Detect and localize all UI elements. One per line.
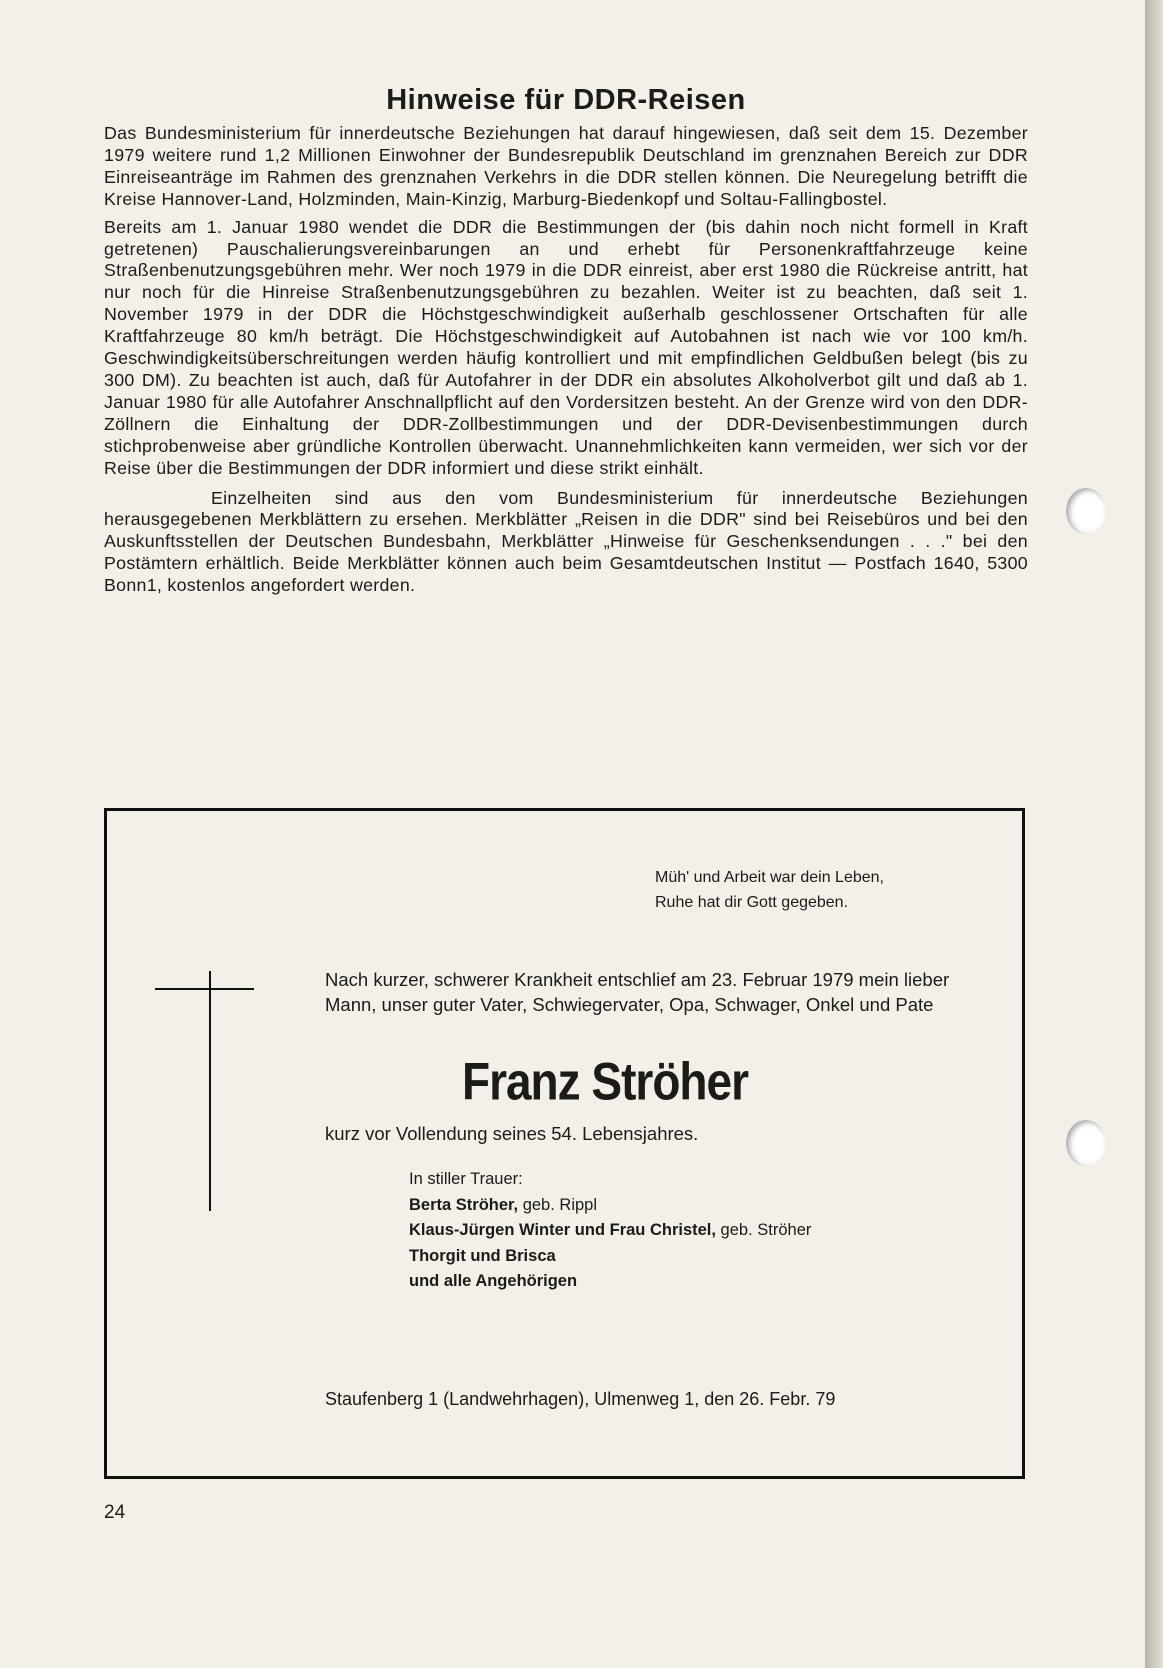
mourners-block [409, 1167, 1009, 1295]
mourner-2 [409, 1218, 1009, 1244]
mourner-3 [409, 1244, 1009, 1270]
mourner-suffix: geb. Ströher [715, 1221, 812, 1239]
article-title: Hinweise für DDR-Reisen [386, 84, 746, 116]
motto-line-2: Ruhe hat dir Gott gegeben. [655, 894, 849, 911]
cross-icon-horizontal [155, 988, 254, 990]
motto-line-1: Müh' und Arbeit war dein Leben, [655, 869, 884, 886]
punch-hole-icon [1066, 1120, 1106, 1166]
obituary-motto [655, 865, 975, 915]
deceased-name: Franz Ströher [461, 1051, 749, 1112]
mourner-name: Berta Ströher, [409, 1195, 519, 1214]
place-date: Staufenberg 1 (Landwehrhagen), Ulmenweg 1, den 26. Febr. 79 [325, 1389, 836, 1409]
mourner-name: und alle Angehörigen [409, 1272, 578, 1290]
obituary-notice [104, 808, 1025, 1479]
article-paragraph-2: Bereits am 1. Januar 1980 wendet die DDR die Bestimmungen der (bis dahin noch nicht formell in Kraft getretenen) Pauschalierungsvereinbarungen an und erhebt für Personenkraftfahrzeuge keine Straßenbenutzungsgebühren mehr. Wer noch 1979 in die DDR einreist, aber erst 1980 die Rückreise antritt, hat nur noch für die Hinreise Straßenbenutzungsgebühren zu bezahlen. Weiter ist zu beachten, daß seit 1. November 1979 in der DDR die Höchstgeschwindigkeit außerhalb geschlossener Ortschaften für alle Kraftfahrzeuge 80 km/h beträgt. Die Höchstgeschwindigkeit auf Autobahnen ist nach wie vor 100 km/h. Geschwindigkeitsüberschreitungen werden häufig kontrolliert und mit empfindlichen Geldbußen belegt (bis zu 300 DM). Zu beachten ist auch, daß für Autofahrer in der DDR ein absolutes Alkoholverbot gilt und daß ab 1. Januar 1980 für alle Autofahrer Anschnallpflicht auf den Vordersitzen besteht. An der Grenze wird von den DDR-Zöllnern die Einhaltung der DDR-Zollbestimmungen und der DDR-Devisenbestimmungen durch stichprobenweise aber gründliche Kontrollen überwacht. Unannehmlichkeiten kann vermeiden, wer sich vor der Reise über die Bestimmungen der DDR informiert und diese strikt einhält. [104, 216, 1028, 478]
cross-icon-vertical [209, 971, 211, 1211]
punch-hole-icon [1066, 488, 1106, 534]
death-notice: Nach kurzer, schwerer Krankheit entschlief am 23. Februar 1979 mein lieber Mann, unser guter Vater, Schwiegervater, Opa, Schwager, Onkel und Pate [325, 969, 950, 1015]
mourner-1 [409, 1193, 1009, 1219]
mourning-intro: In stiller Trauer: [409, 1170, 523, 1188]
article-body [104, 123, 1028, 597]
age-line: kurz vor Vollendung seines 54. Lebensjahres. [325, 1123, 699, 1144]
mourner-name: Thorgit und Brisca [409, 1246, 556, 1265]
page-edge [1145, 0, 1163, 1668]
mourner-4 [409, 1269, 1009, 1295]
page-number: 24 [104, 1502, 126, 1523]
mourner-name: Klaus-Jürgen Winter und Frau Christel, [409, 1221, 716, 1239]
article-paragraph-3: Einzelheiten sind aus den vom Bundesministerium für innerdeutsche Beziehungen herausgegebenen Merkblättern zu ersehen. Merkblätter „Reisen in die DDR" sind bei Reisebüros und bei den Auskunftsstellen der Deutschen Bundesbahn, Merkblätter „Hinweise für Geschenksendungen . . ." bei den Postämtern erhältlich. Beide Merkblätter können auch beim Gesamtdeutschen Institut — Postfach 1640, 5300 Bonn1, kostenlos angefordert werden. [104, 487, 1028, 596]
mourner-suffix: geb. Rippl [518, 1195, 598, 1214]
article-paragraph-1: Das Bundesministerium für innerdeutsche Beziehungen hat darauf hingewiesen, daß seit dem 15. Dezember 1979 weitere rund 1,2 Millionen Einwohner der Bundesrepublik Deutschland im grenznahen Bereich zur DDR Einreiseanträge im Rahmen des grenznahen Verkehrs in die DDR stellen können. Die Neuregelung betrifft die Kreise Hannover-Land, Holzminden, Main-Kinzig, Marburg-Biedenkopf und Soltau-Fallingbostel. [104, 123, 1028, 209]
